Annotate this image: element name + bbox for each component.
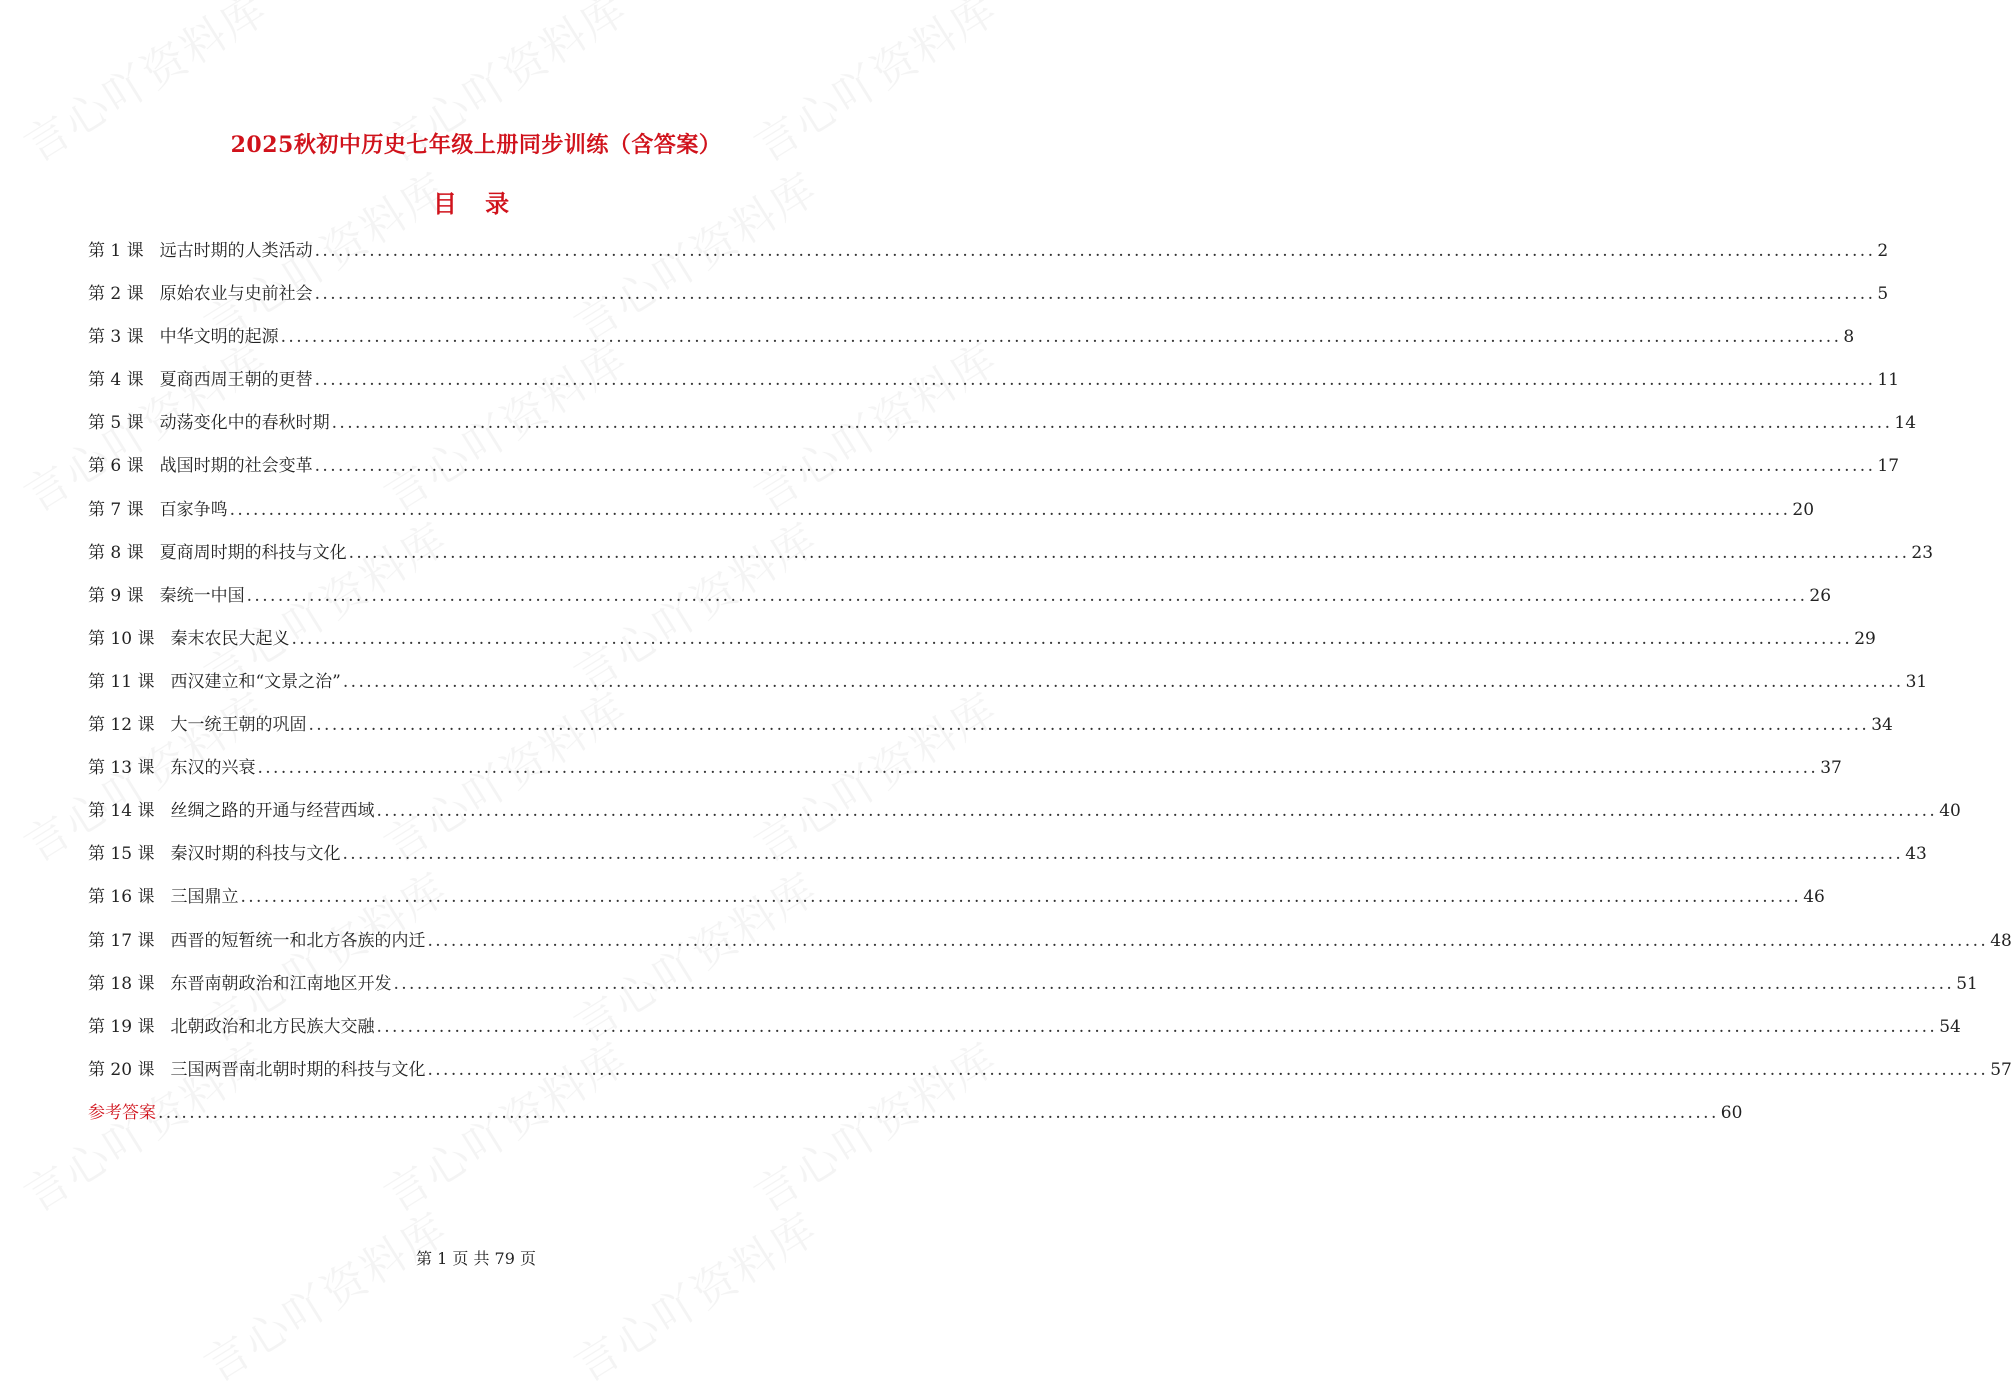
toc-entry[interactable] [88, 322, 1855, 365]
toc-lesson-number: 第 10 课 [88, 628, 155, 649]
toc-page-number: 43 [1905, 844, 1927, 865]
toc-lesson-topic: 大一统王朝的巩固 [170, 715, 307, 736]
toc-lesson-number: 第 6 课 [88, 456, 144, 477]
toc-page-number: 60 [1720, 1102, 1743, 1123]
toc-lesson-number: 第 16 课 [88, 887, 155, 908]
toc-leader-dots: ........................................................................................................................................................................................................ [291, 628, 1853, 649]
toc-lesson-topic: 东晋南朝政治和江南地区开发 [170, 973, 392, 994]
toc-leader-dots: ........................................................................................................................................................................................................ [308, 715, 1870, 736]
toc-entry[interactable] [88, 839, 1927, 882]
toc-page-number: 34 [1871, 715, 1893, 736]
toc-page-number: 40 [1939, 801, 1961, 822]
toc-lesson-number: 第 7 课 [88, 499, 144, 520]
toc-page-number: 37 [1820, 758, 1842, 779]
toc-leader-dots: ........................................................................................................................................................................................................ [342, 671, 1904, 692]
toc-page-number: 23 [1911, 542, 1934, 563]
toc-lesson-number: 第 18 课 [88, 973, 155, 994]
toc-lesson-number: 第 12 课 [88, 715, 155, 736]
toc-lesson-topic: 秦末农民大起义 [170, 628, 290, 649]
toc-leader-dots: ........................................................................................................................................................................................................ [427, 1059, 1989, 1080]
toc-lesson-topic: 东汉的兴衰 [170, 758, 256, 779]
toc-leader-dots: ........................................................................................................................................................................................................ [314, 456, 1876, 477]
toc-lesson-topic: 丝绸之路的开通与经营西域 [170, 801, 375, 822]
toc-leader-dots: ........................................................................................................................................................................................................ [257, 758, 1819, 779]
watermark-text [560, 1194, 828, 1394]
toc-leader-dots: ........................................................................................................................................................................................................ [331, 413, 1893, 434]
toc-leader-dots: ........................................................................................................................................................................................................ [158, 1102, 1719, 1123]
toc-leader-dots: ........................................................................................................................................................................................................ [376, 801, 1938, 822]
toc-entry[interactable] [88, 236, 1889, 279]
toc-leader-dots: ........................................................................................................................................................................................................ [393, 973, 1955, 994]
toc-leader-dots: ........................................................................................................................................................................................................ [376, 1016, 1938, 1037]
toc-lesson-topic: 三国两晋南北朝时期的科技与文化 [170, 1059, 426, 1080]
toc-leader-dots: ........................................................................................................................................................................................................ [229, 499, 1791, 520]
toc-page-number: 17 [1877, 456, 1900, 477]
toc-lesson-number: 第 2 课 [88, 284, 144, 305]
toc-lesson-number: 第 19 课 [88, 1016, 155, 1037]
toc-leader-dots: ........................................................................................................................................................................................................ [342, 844, 1904, 865]
toc-page-number: 54 [1939, 1016, 1961, 1037]
toc-lesson-topic: 夏商周时期的科技与文化 [159, 542, 347, 563]
page-footer: 第 1 页 共 79 页 [416, 1249, 536, 1268]
document-title: 2025秋初中历史七年级上册同步训练（含答案） [230, 132, 722, 158]
toc-entry[interactable] [88, 624, 1876, 667]
toc-lesson-number: 第 9 课 [88, 585, 144, 606]
toc-page-number: 51 [1956, 973, 1978, 994]
toc-lesson-topic: 中华文明的起源 [159, 327, 279, 348]
toc-leader-dots: ........................................................................................................................................................................................................ [314, 241, 1876, 261]
toc-lesson-topic: 百家争鸣 [159, 499, 228, 520]
toc-entry[interactable] [88, 538, 1934, 581]
toc-page-number: 31 [1905, 671, 1928, 692]
toc-lesson-number: 第 11 课 [88, 671, 155, 692]
toc-lesson-number: 第 17 课 [88, 930, 155, 951]
toc-answers-label: 参考答案 [88, 1102, 156, 1123]
toc-entry[interactable] [88, 581, 1832, 624]
toc-leader-dots: ........................................................................................................................................................................................................ [348, 542, 1910, 563]
toc-lesson-number: 第 14 课 [88, 801, 155, 822]
toc-lesson-number: 第 8 课 [88, 542, 144, 563]
toc-lesson-topic: 北朝政治和北方民族大交融 [170, 1016, 375, 1037]
toc-entry[interactable] [88, 796, 1961, 839]
toc-lesson-number: 第 15 课 [88, 844, 155, 865]
toc-leader-dots: ........................................................................................................................................................................................................ [240, 887, 1802, 908]
toc-page-number: 11 [1877, 370, 1900, 391]
toc-leader-dots: ........................................................................................................................................................................................................ [314, 284, 1876, 305]
toc-heading: 目 录 [432, 189, 520, 218]
toc-entry[interactable] [88, 667, 1928, 710]
toc-lesson-topic: 动荡变化中的春秋时期 [159, 413, 330, 434]
toc-lesson-number: 第 1 课 [88, 241, 144, 261]
watermark-text [190, 1194, 458, 1394]
toc-page-number: 46 [1803, 887, 1825, 908]
table-of-contents [88, 236, 2012, 1141]
toc-lesson-topic: 原始农业与史前社会 [159, 284, 313, 305]
toc-lesson-topic: 秦汉时期的科技与文化 [170, 844, 341, 865]
toc-lesson-topic: 西汉建立和“文景之治” [170, 671, 341, 692]
toc-leader-dots: ........................................................................................................................................................................................................ [314, 370, 1876, 391]
toc-lesson-topic: 三国鼎立 [170, 887, 239, 908]
toc-lesson-number: 第 5 课 [88, 413, 144, 434]
toc-page-number: 48 [1990, 930, 2012, 951]
toc-page-number: 14 [1894, 413, 1917, 434]
toc-entry[interactable] [88, 495, 1815, 538]
toc-entry[interactable] [88, 279, 1889, 322]
toc-entry[interactable] [88, 408, 1917, 451]
toc-leader-dots: ........................................................................................................................................................................................................ [280, 327, 1842, 348]
toc-lesson-topic: 夏商西周王朝的更替 [159, 370, 313, 391]
toc-entry[interactable] [88, 1012, 1961, 1055]
toc-lesson-number: 第 3 课 [88, 327, 144, 348]
toc-entry-answers[interactable] [88, 1098, 1743, 1141]
toc-leader-dots: ........................................................................................................................................................................................................ [246, 585, 1808, 606]
toc-leader-dots: ........................................................................................................................................................................................................ [427, 930, 1989, 951]
toc-page-number: 29 [1854, 628, 1876, 649]
toc-page-number: 5 [1877, 284, 1889, 305]
toc-lesson-topic: 秦统一中国 [159, 585, 245, 606]
toc-entry[interactable] [88, 882, 1825, 925]
toc-entry[interactable] [88, 1055, 2012, 1098]
toc-page-number: 26 [1809, 585, 1832, 606]
toc-lesson-number: 第 20 课 [88, 1059, 155, 1080]
toc-lesson-topic: 远古时期的人类活动 [159, 241, 313, 261]
toc-entry[interactable] [88, 451, 1900, 494]
toc-page-number: 8 [1843, 327, 1855, 348]
toc-lesson-topic: 战国时期的社会变革 [159, 456, 313, 477]
toc-page-number: 57 [1990, 1059, 2012, 1080]
toc-page-number: 20 [1792, 499, 1815, 520]
toc-entry[interactable] [88, 710, 1893, 753]
toc-entry[interactable] [88, 969, 1978, 1012]
toc-entry[interactable] [88, 926, 2012, 969]
toc-lesson-number: 第 13 课 [88, 758, 155, 779]
toc-lesson-topic: 西晋的短暂统一和北方各族的内迁 [170, 930, 426, 951]
toc-entry[interactable] [88, 753, 1842, 796]
toc-page-number: 2 [1877, 241, 1889, 261]
toc-lesson-number: 第 4 课 [88, 370, 144, 391]
toc-entry[interactable] [88, 365, 1900, 408]
